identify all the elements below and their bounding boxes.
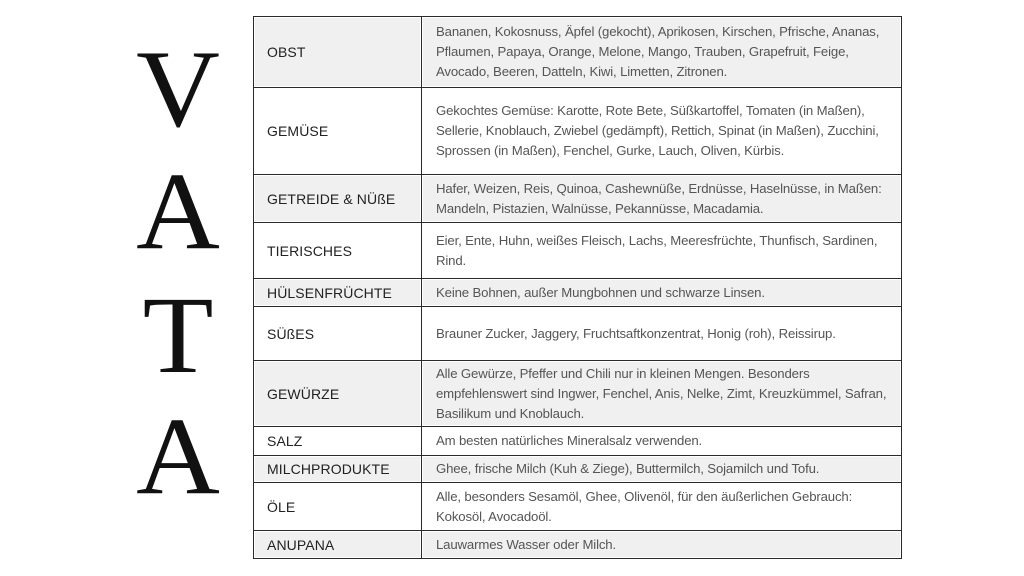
category-cell: MILCHPRODUKTE	[254, 456, 422, 483]
value-cell: Lauwarmes Wasser oder Milch.	[422, 531, 902, 559]
vata-food-table	[253, 16, 902, 559]
table-row	[254, 223, 902, 279]
table-row	[254, 531, 902, 559]
title-letter-t: T	[142, 275, 214, 397]
table-row	[254, 307, 902, 361]
table-row	[254, 279, 902, 307]
title-letter-a: A	[136, 151, 220, 273]
title-letter-v: V	[136, 29, 220, 151]
value-cell: Bananen, Kokosnuss, Äpfel (gekocht), Aprikosen, Kirschen, Pfrische, Ananas, Pflaumen, Papaya, Orange, Melone, Mango, Trauben, Grapefruit, Feige, Avocado, Beeren, Datteln, Kiwi, Limetten, Zitronen.	[422, 17, 902, 88]
table-row	[254, 17, 902, 88]
table-row	[254, 427, 902, 456]
category-cell: GEMÜSE	[254, 88, 422, 175]
value-cell: Gekochtes Gemüse: Karotte, Rote Bete, Süßkartoffel, Tomaten (in Maßen), Sellerie, Knoblauch, Zwiebel (gedämpft), Rettich, Spinat (in Maßen), Zucchini, Sprossen (in Maßen), Fenchel, Gurke, Lauch, Oliven, Kürbis.	[422, 88, 902, 175]
category-cell: ANUPANA	[254, 531, 422, 559]
category-cell: ÖLE	[254, 483, 422, 531]
value-cell: Hafer, Weizen, Reis, Quinoa, Cashewnüße, Erdnüsse, Haselnüsse, in Maßen: Mandeln, Pistazien, Walnüsse, Pekannüsse, Macadamia.	[422, 175, 902, 223]
table-row	[254, 361, 902, 427]
category-cell: SALZ	[254, 427, 422, 456]
category-cell: GEWÜRZE	[254, 361, 422, 427]
title-letter-a2: A	[136, 396, 220, 518]
value-cell: Eier, Ente, Huhn, weißes Fleisch, Lachs, Meeresfrüchte, Thunfisch, Sardinen, Rind.	[422, 223, 902, 279]
table-row	[254, 456, 902, 483]
value-cell: Brauner Zucker, Jaggery, Fruchtsaftkonzentrat, Honig (roh), Reissirup.	[422, 307, 902, 361]
value-cell: Ghee, frische Milch (Kuh & Ziege), Buttermilch, Sojamilch und Tofu.	[422, 456, 902, 483]
table-row	[254, 175, 902, 223]
value-cell: Alle, besonders Sesamöl, Ghee, Olivenöl, für den äußerlichen Gebrauch: Kokosöl, Avocadoöl.	[422, 483, 902, 531]
category-cell: SÜßES	[254, 307, 422, 361]
table-row	[254, 483, 902, 531]
value-cell: Am besten natürliches Mineralsalz verwenden.	[422, 427, 902, 456]
value-cell: Keine Bohnen, außer Mungbohnen und schwarze Linsen.	[422, 279, 902, 307]
category-cell: HÜLSENFRÜCHTE	[254, 279, 422, 307]
table-row	[254, 88, 902, 175]
category-cell: OBST	[254, 17, 422, 88]
category-cell: GETREIDE & NÜßE	[254, 175, 422, 223]
category-cell: TIERISCHES	[254, 223, 422, 279]
value-cell: Alle Gewürze, Pfeffer und Chili nur in kleinen Mengen. Besonders empfehlenswert sind Ingwer, Fenchel, Anis, Nelke, Zimt, Kreuzkümmel, Safran, Basilikum und Knoblauch.	[422, 361, 902, 427]
